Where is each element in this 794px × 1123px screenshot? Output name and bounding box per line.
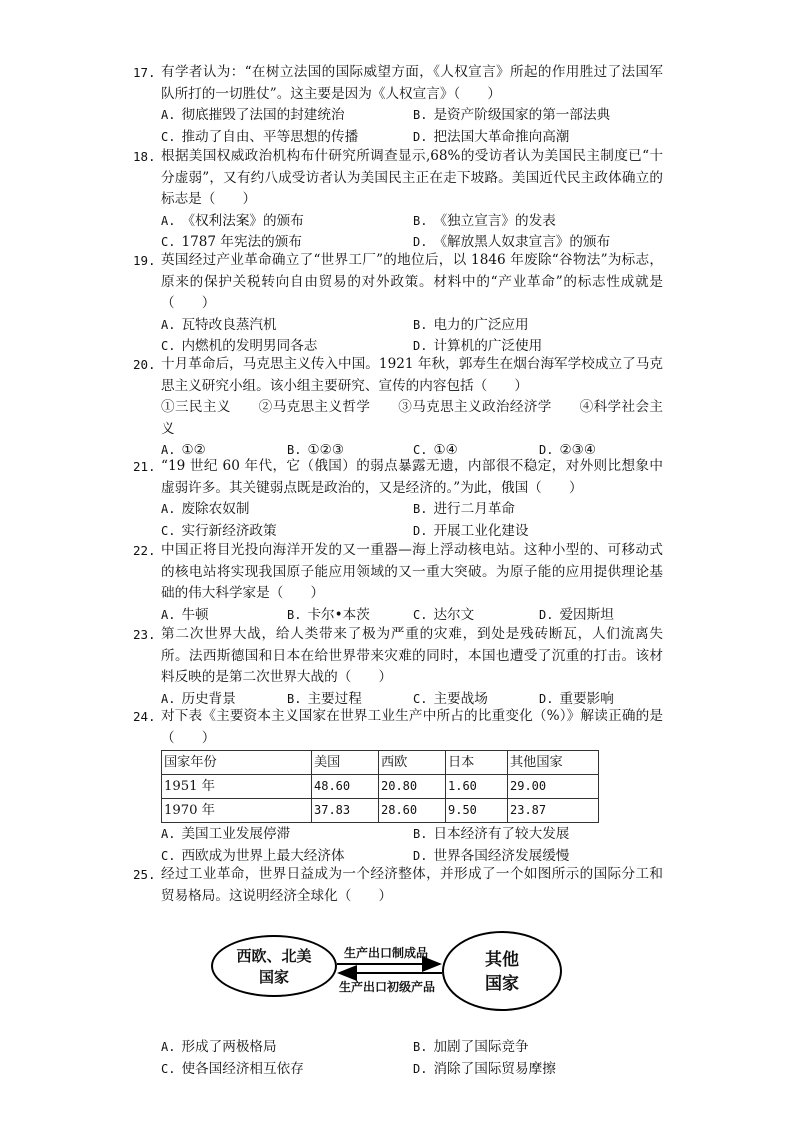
- table-header-cell: 日本: [446, 751, 508, 775]
- table-row: [162, 775, 599, 799]
- table-cell: 28.60: [379, 799, 446, 823]
- option-d: D. 重要影响: [539, 690, 614, 707]
- option-c: C. 使各国经济相互依存: [161, 1060, 304, 1077]
- label-export-manufactured: 生产出口制成品: [344, 946, 429, 961]
- trade-pattern-diagram: [161, 931, 663, 1031]
- question-number: 21.: [133, 459, 156, 474]
- option-d: D. 计算机的广泛使用: [413, 338, 543, 355]
- option-c: C. 内燃机的发明男同各志: [161, 338, 318, 355]
- option-a: A. 美国工业发展停滞: [161, 826, 291, 843]
- option-c: C. 实行新经济政策: [161, 522, 277, 539]
- table-header-cell: 国家年份: [162, 751, 312, 775]
- table-header-cell: 其他国家: [508, 751, 599, 775]
- question-number: 18.: [133, 149, 156, 164]
- option-b: B. 加剧了国际竞争: [413, 1039, 529, 1056]
- table-row: [162, 799, 599, 823]
- option-a: A. 瓦特改良蒸汽机: [161, 316, 277, 333]
- option-c: C. 主要战场: [413, 690, 488, 707]
- question-stem: 十月革命后，马克思主义传入中国。1921 年秋，郭寿生在烟台海军学校成立了马克思主义研究小组。该小组主要研究、宣传的内容包括（ ）: [161, 356, 663, 394]
- options: [161, 1037, 663, 1080]
- options: [161, 824, 663, 867]
- question-19: [133, 250, 663, 358]
- option-a: A. 历史背景: [161, 690, 236, 707]
- question-number: 22.: [133, 543, 156, 558]
- question-23: [133, 624, 663, 710]
- question-20: [133, 354, 663, 462]
- question-stem: “19 世纪 60 年代，它（俄国）的弱点暴露无遗，内部很不稳定，对外则比想象中虚弱许多。其关键弱点既是政治的，又是经济的。”为此，俄国（ ）: [161, 458, 663, 496]
- options: [161, 105, 663, 148]
- question-stem: 中国正将目光投向海洋开发的又一重器—海上浮动核电站。这种小型的、可移动式的核电站将实现我国原子能应用领域的又一重大突破。为原子能的应用提供理论基础的伟大科学家是（ ）: [161, 542, 663, 602]
- question-17: [133, 62, 663, 148]
- question-number: 23.: [133, 627, 156, 642]
- question-18: [133, 146, 663, 254]
- options: [161, 315, 663, 358]
- table-cell: 1.60: [446, 775, 508, 799]
- question-stem: 经过工业革命，世界日益成为一个经济整体，并形成了一个如图所示的国际分工和贸易格局。这说明经济全球化（ ）: [161, 866, 663, 904]
- option-d: D. 开展工业化建设: [413, 522, 529, 539]
- option-c: C. 达尔文: [413, 606, 475, 623]
- option-d: D. 《解放黑人奴隶宣言》的颁布: [413, 234, 611, 251]
- question-stem: 有学者认为：“在树立法国的国际威望方面，《人权宣言》所起的作用胜过了法国军队所打的一切胜仗”。这主要是因为《人权宣言》（ ）: [161, 64, 663, 102]
- question-number: 25.: [133, 867, 156, 882]
- option-a: A. 形成了两极格局: [161, 1039, 277, 1056]
- option-a: A. 彻底摧毁了法国的封建统治: [161, 107, 345, 124]
- table-cell: 20.80: [379, 775, 446, 799]
- other-countries-node: 其他 国家: [442, 931, 562, 1011]
- table-cell: 1951 年: [162, 775, 312, 799]
- table-cell: 48.60: [312, 775, 379, 799]
- table-cell: 1970 年: [162, 799, 312, 823]
- question-number: 19.: [133, 253, 156, 268]
- table-header-row: [162, 751, 599, 775]
- option-c: C. 推动了自由、平等思想的传播: [161, 128, 359, 145]
- option-b: B. 卡尔•本茨: [287, 606, 370, 623]
- option-a: A. 牛顿: [161, 606, 209, 623]
- question-stem: 对下表《主要资本主义国家在世界工业生产中所占的比重变化（%）》解读正确的是（ ）: [161, 708, 663, 746]
- option-c: C. 1787 年宪法的颁布: [161, 234, 302, 251]
- option-b: B. 进行二月革命: [413, 501, 516, 518]
- question-items: ①三民主义 ②马克思主义哲学 ③马克思主义政治经济学 ④科学社会主义: [161, 399, 663, 437]
- question-21: [133, 456, 663, 542]
- table-cell: 23.87: [508, 799, 599, 823]
- table-cell: 29.00: [508, 775, 599, 799]
- option-d: D. 世界各国经济发展缓慢: [413, 847, 570, 864]
- question-stem: 英国经过产业革命确立了“世界工厂”的地位后，以 1846 年废除“谷物法”为标志，原来的保护关税转向自由贸易的对外政策。材料中的“产业革命”的标志性成就是（ ）: [161, 252, 663, 312]
- option-b: B. ①②③: [287, 442, 345, 459]
- question-22: [133, 540, 663, 626]
- option-b: B. 《独立宣言》的发表: [413, 212, 556, 229]
- table-cell: 9.50: [446, 799, 508, 823]
- question-25: [133, 864, 663, 1080]
- question-stem: 第二次世界大战，给人类带来了极为严重的灾难，到处是残砖断瓦，人们流离失所。法西斯德国和日本在给世界带来灾难的同时，本国也遭受了沉重的打击。该材料反映的是第二次世界大战的（ ）: [161, 626, 663, 686]
- option-a: A. ①②: [161, 442, 206, 459]
- option-b: B. 电力的广泛应用: [413, 316, 529, 333]
- option-b: B. 是资产阶级国家的第一部法典: [413, 107, 611, 124]
- option-a: A. 废除农奴制: [161, 501, 250, 518]
- option-d: D. 爱因斯坦: [539, 606, 614, 623]
- west-europe-north-america-node: 西欧、北美 国家: [211, 935, 337, 997]
- question-number: 20.: [133, 357, 156, 372]
- label-export-primary: 生产出口初级产品: [339, 980, 436, 995]
- options: [161, 211, 663, 254]
- option-c: C. ①④: [413, 442, 458, 459]
- table-header-cell: 西欧: [379, 751, 446, 775]
- option-b: B. 主要过程: [287, 690, 362, 707]
- option-d: D. 把法国大革命推向高潮: [413, 128, 570, 145]
- option-c: C. 西欧成为世界上最大经济体: [161, 847, 345, 864]
- table-cell: 37.83: [312, 799, 379, 823]
- question-24: [133, 706, 663, 867]
- question-number: 24.: [133, 709, 156, 724]
- option-d: D. 消除了国际贸易摩擦: [413, 1060, 556, 1077]
- option-b: B. 日本经济有了较大发展: [413, 826, 570, 843]
- table-header-cell: 美国: [312, 751, 379, 775]
- question-stem: 根据美国权威政治机构布什研究所调查显示,68%的受访者认为美国民主制度已“十分虚弱”，又有约八成受访者认为美国民主正在走下坡路。美国近代民主政体确立的标志是（ ）: [161, 148, 663, 208]
- option-d: D. ②③④: [539, 442, 597, 459]
- option-a: A. 《权利法案》的颁布: [161, 212, 304, 229]
- question-number: 17.: [133, 65, 156, 80]
- options: [161, 499, 663, 542]
- industry-share-table: [161, 750, 599, 823]
